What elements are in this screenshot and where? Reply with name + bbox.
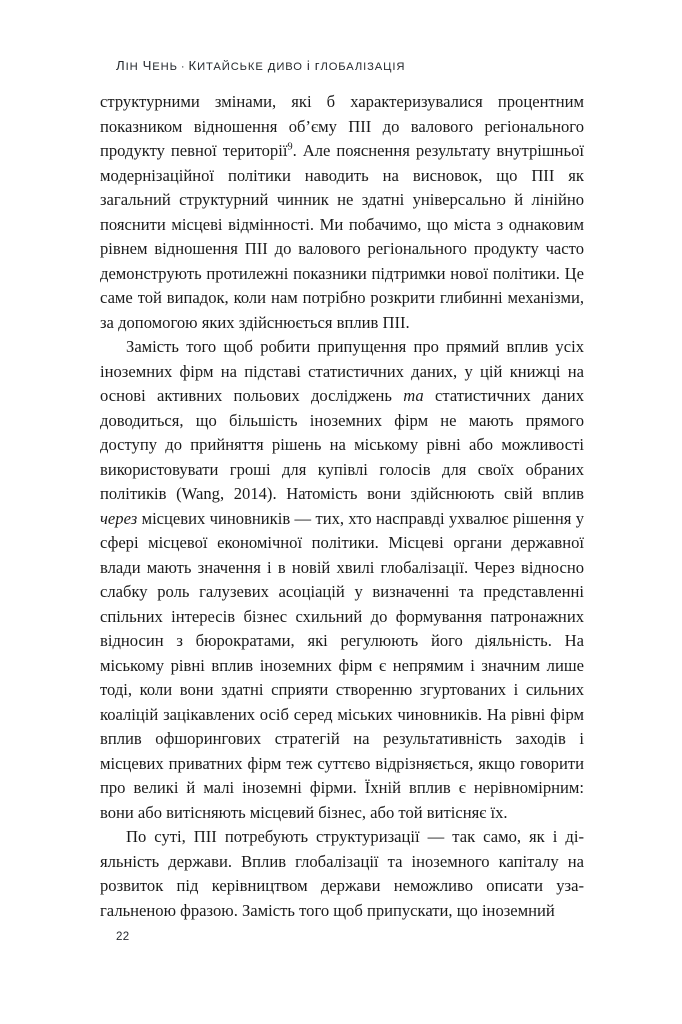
page-number: 22 [116,931,130,943]
body-text-block [100,90,584,923]
running-head-title: КИТАЙСЬКЕ дИВО і гЛОБАЛІЗАЦІЯ [188,58,406,73]
running-head [116,58,405,73]
para-3: По суті, ПІІ потребують структуризації — так само, як і діяльність держави. Вплив глобалізації та іноземного капіталу на розвиток під керівництвом держави неможливо описати узагальненою фразою. Замість того щоб припускати, що іноземний [100,827,584,920]
para-1: структурними змінами, які б характеризувалися процентним показником відношення об’єму ПІІ до валового регіонального продукту певної території$^9$. Але пояснення результату внутрішньої модернізаційної політики наводить на висновок, що ПІІ як загальний структурний чинник не здатні універсально й лінійно пояснити місцеві відмінності. Ми побачимо, що міста з однаковим рівнем відношення ПІІ до валового регіонального продукту часто демонструють протилежні показники підтримки нової політики. Це саме той випадок, коли нам потрібно розкрити глибинні механізми, за допомогою яких здійснюється вплив ПІІ. [100,92,585,332]
running-head-author: ЛІН ЧЕНЬ [116,58,178,73]
running-head-separator: · [180,61,186,73]
para-2: Замість того щоб робити припущення про прямий вплив усіх іноземних фірм на підставі статистичних даних, у цій книжці на основі активних польових досліджень та статистичних даних доводиться, що більшість іноземних фірм не мають прямого доступу до прийняття рішень на міському рівні або можливості використовувати гроші для купівлі голосів для своїх обраних політиків (Wang, 2014). Натомість вони здійснюють свій вплив через місцевих чиновників — тих, хто насправді ухвалює рішення у сфері місцевої економічної політики. Місцеві органи державної влади мають значення і в новій хвилі глобалізації. Через відносно слабку роль галузевих асоціацій у визначенні та представленні спільних інтересів бізнес схильний до формування патронажних відносин з бюрократами, які регулюють його діяльність. На міському рівні вплив іноземних фірм є непрямим і значним лише тоді, коли вони здатні сприяти створенню згуртованих і сильних коаліцій зацікавлених осіб серед міських чиновників. На рівні фірм вплив офшорингових стратегій на результативність заходів і місцевих приватних фірм теж суттєво відрізняється, якщо говорити про великі й малі іноземні фірми. Їхній вплив є нерівномірним: вони або витісняють місцевий бізнес, або той витісняє їх. [100,337,584,822]
